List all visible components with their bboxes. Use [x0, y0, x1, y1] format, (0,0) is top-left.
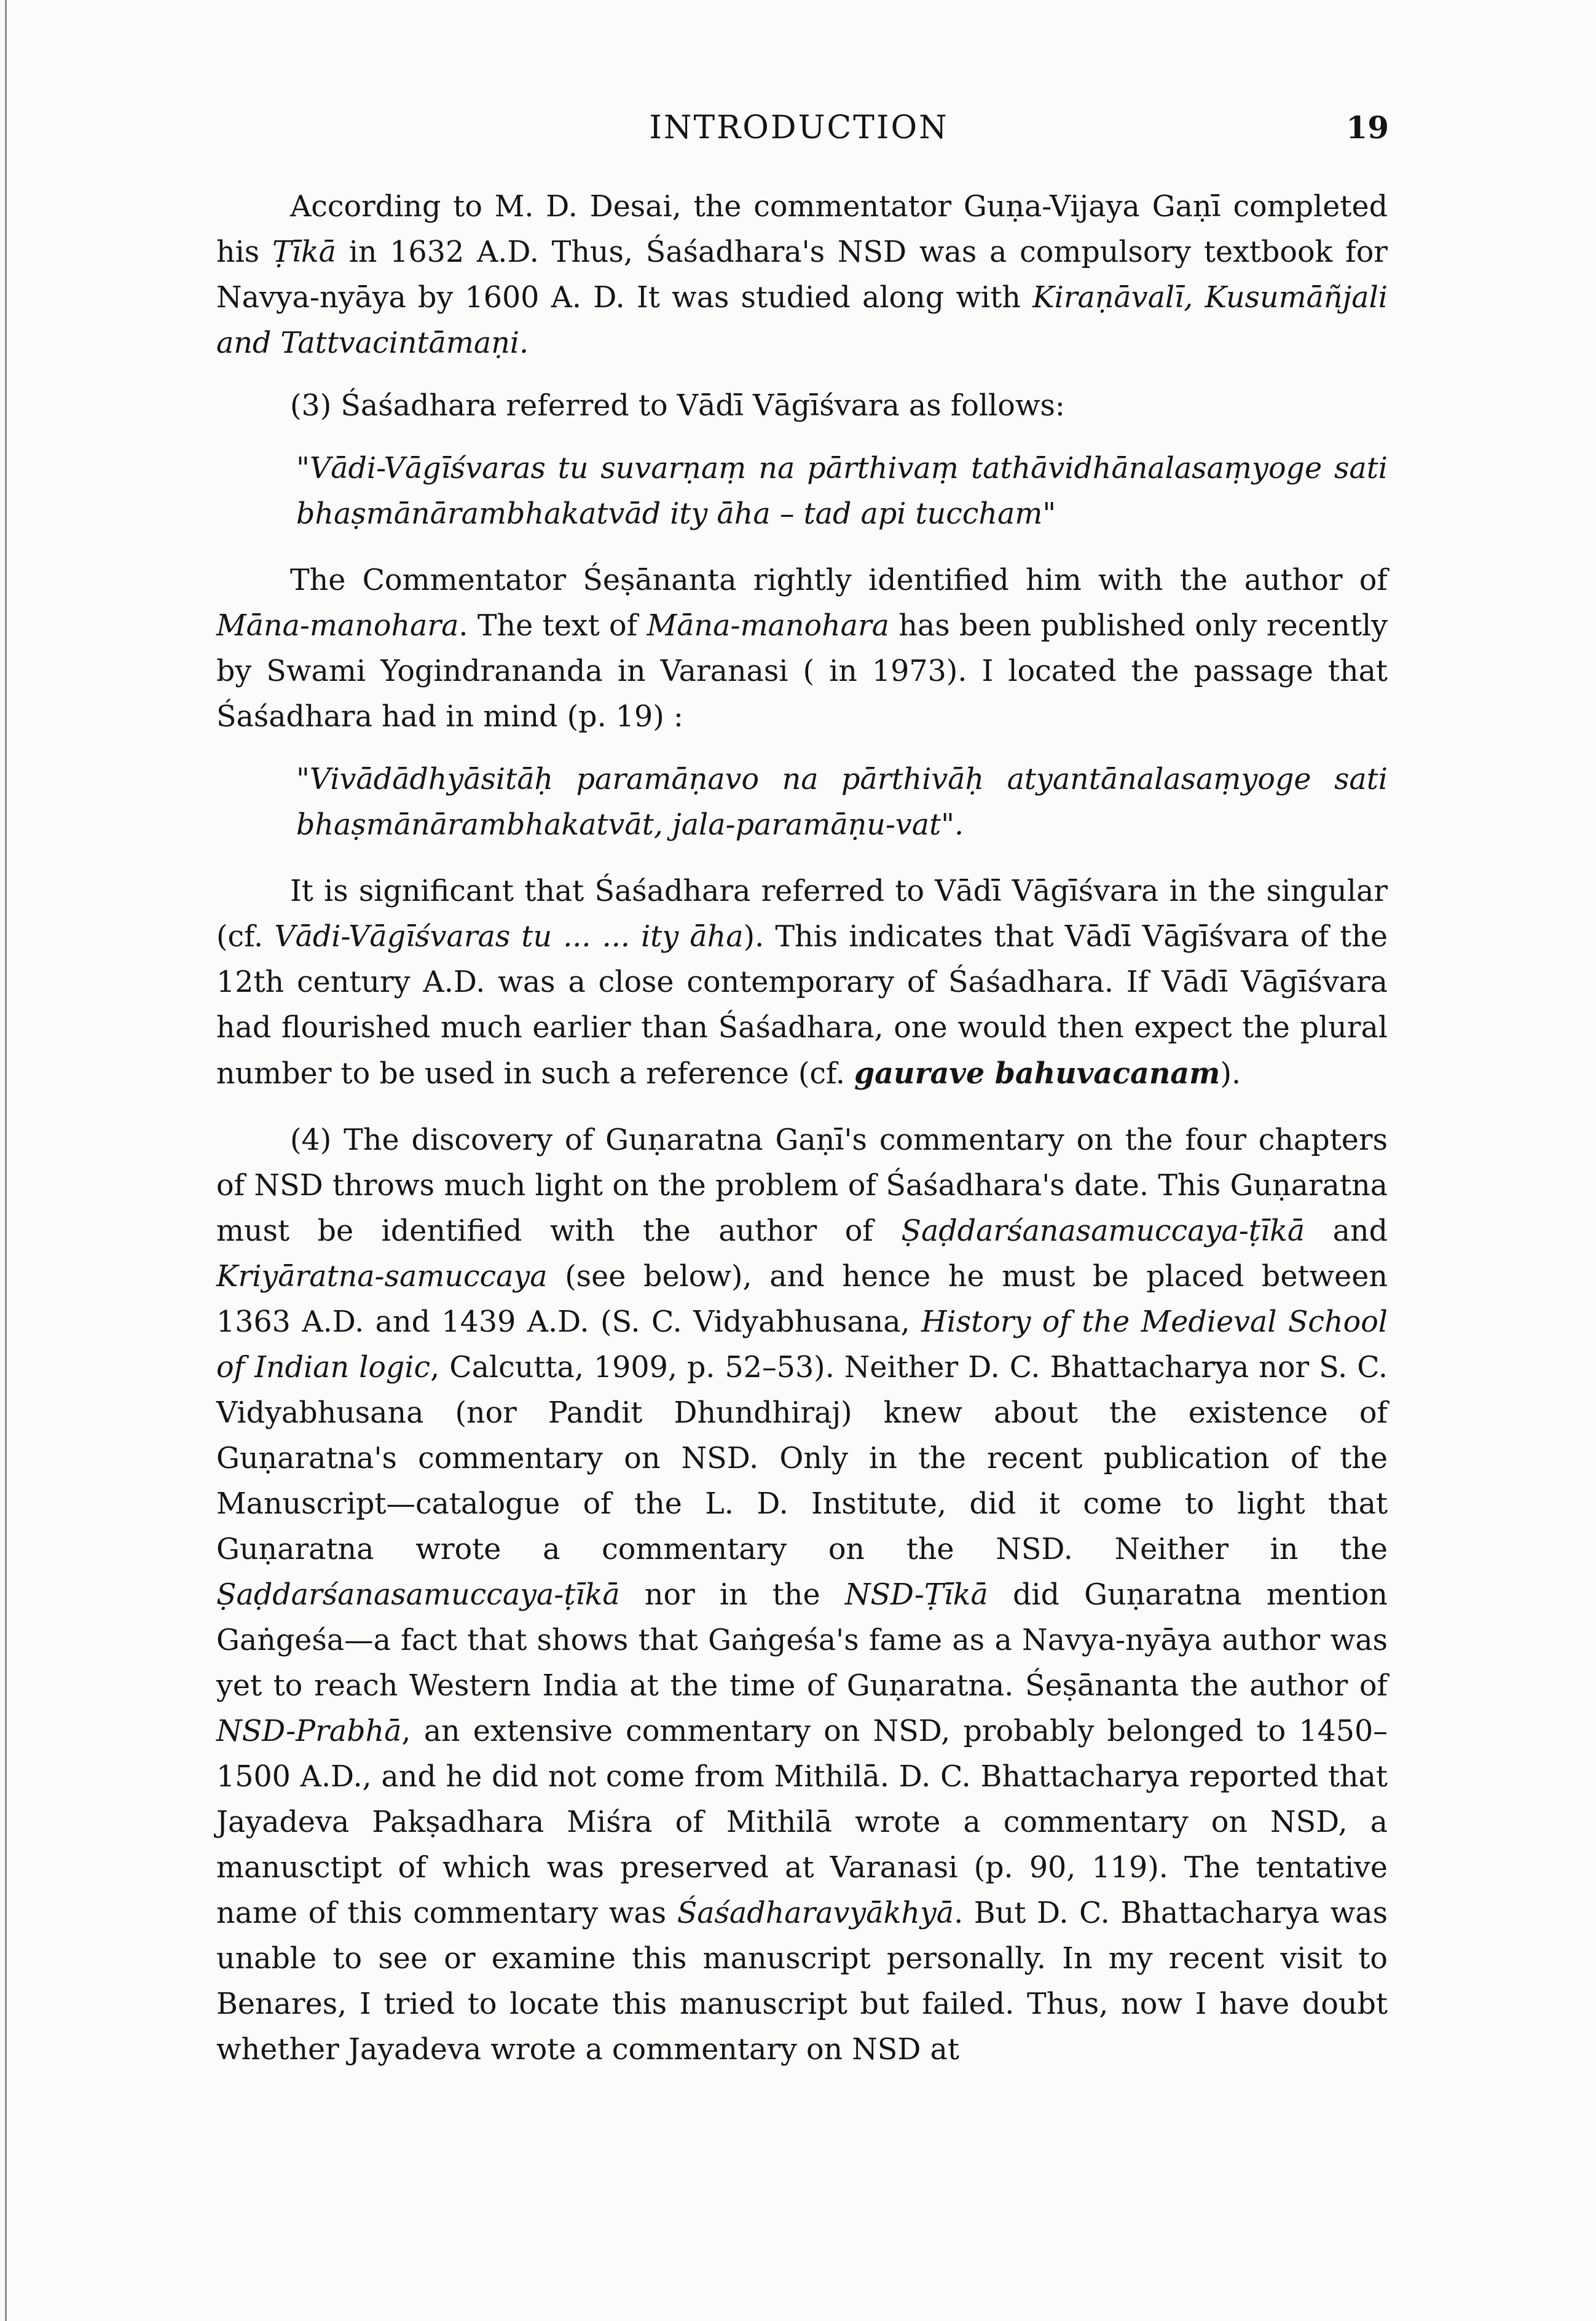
italic-term: Vādi-Vāgīśvaras tu ... ... ity āha: [274, 920, 744, 954]
italic-term: History of the Medieval School of Indian logic: [216, 1305, 1388, 1384]
text-run: did Guṇaratna mention Gaṅgeśa—a fact that shows that Gaṅgeśa's fame as a Navya-nyāya author was yet to reach Western India at the time of Guṇaratna. Śeṣānanta the author of: [216, 1578, 1388, 1703]
text-run: (4) The discovery of Guṇaratna Gaṇī's commentary on the four chapters of NSD throws much light on the problem of Śaśadhara's date. This Guṇaratna must be identified with the author of: [216, 1123, 1388, 1248]
text-run: in 1632 A.D. Thus, Śaśadhara's NSD was a compulsory textbook for Navya-nyāya by 1600 A. D. It was studied along with: [216, 235, 1388, 315]
running-head: INTRODUCTION: [649, 109, 949, 146]
text-run: , an extensive commentary on NSD, probably belonged to 1450–1500 A.D., and he did not come from Mithilā. D. C. Bhattacharya reported that Jayadeva Pakṣadhara Miśra of Mithilā wrote a commentary on NSD, a manusctipt of which was preserved at Varanasi (p. 90, 119). The tentative name of this commentary was: [216, 1714, 1388, 1930]
text-run: nor in the: [619, 1578, 845, 1612]
paragraph-singular: [216, 869, 1388, 1097]
page-edge-line: [5, 0, 7, 2321]
text-run: (see below), and hence he must be placed between 1363 A.D. and 1439 A.D. (S. C. Vidyabhusana,: [216, 1260, 1388, 1339]
paragraph-point-4: [216, 1118, 1388, 2073]
paragraph-commentator: [216, 558, 1388, 740]
italic-term: Kiraṇāvalī, Kusumāñjali and Tattvacintāmaṇi.: [216, 281, 1388, 360]
italic-term: Māna-manohara: [216, 609, 459, 643]
italic-term: NSD-Ṭīkā: [844, 1578, 988, 1612]
italic-term: gaurave bahuvacanam: [854, 1056, 1221, 1091]
italic-term: Māna-manohara: [647, 609, 889, 643]
italic-term: Ṣaḍdarśanasamuccaya-ṭīkā: [901, 1214, 1305, 1248]
text-run: (3) Śaśadhara referred to Vādī Vāgīśvara as follows:: [290, 389, 1065, 423]
paragraph-point-3: [216, 383, 1388, 429]
text-run: According to M. D. Desai, the commentator Guṇa-Vijaya Gaṇī completed his: [216, 190, 1388, 269]
paragraph-desai: [216, 184, 1388, 366]
text-run: ).: [1220, 1057, 1241, 1091]
italic-term: Śaśadharavyākhyā: [677, 1896, 954, 1930]
body-text: [216, 184, 1388, 2090]
text-run: The Commentator Śeṣānanta rightly identified him with the author of: [290, 564, 1388, 597]
page-number: 19: [1346, 109, 1389, 146]
page-header: [209, 109, 1389, 159]
italic-term: NSD-Prabhā: [216, 1714, 402, 1748]
text-run: ). This indicates that Vādī Vāgīśvara of the 12th century A.D. was a close contemporary of Śaśadhara. If Vādī Vāgīśvara had flourished much earlier than Śaśadhara, one would then expect the plural number to be used in such a reference (cf.: [216, 920, 1388, 1091]
text-run: It is significant that Śaśadhara referred to Vādī Vāgīśvara in the singular (cf.: [216, 874, 1388, 954]
text-run: , Calcutta, 1909, p. 52–53). Neither D. C. Bhattacharya nor S. C. Vidyabhusana (nor Pandit Dhundhiraj) knew about the existence of Guṇaratna's commentary on NSD. Only in the recent publication of the Manuscript—catalogue of the L. D. Institute, did it come to light that Guṇaratna wrote a commentary on the NSD. Neither in the: [216, 1351, 1388, 1566]
quote-vivada: "Vivādādhyāsitāḥ paramāṇavo na pārthivāḥ atyantānalasaṃyoge sati bhaṣmānārambhakatvāt, jala-paramāṇu-vat".: [296, 763, 1388, 842]
italic-term: Ṣaḍdarśanasamuccaya-ṭīkā: [216, 1578, 620, 1612]
text-run: and: [1305, 1214, 1388, 1248]
quote-vadi-vagisvara: "Vādi-Vāgīśvaras tu suvarṇaṃ na pārthivaṃ tathāvidhānalasaṃyoge sati bhaṣmānārambhakatvād ity āha – tad api tuccham": [296, 452, 1388, 531]
text-run: . But D. C. Bhattacharya was unable to see or examine this manuscript personally. In my recent visit to Benares, I tried to locate this manuscript but failed. Thus, now I have doubt whether Jayadeva wrote a commentary on NSD at: [216, 1896, 1388, 2067]
text-run: . The text of: [458, 609, 647, 643]
italic-term: Ṭīkā: [272, 235, 336, 269]
italic-term: Kriyāratna-samuccaya: [216, 1260, 548, 1294]
text-run: has been published only recently by Swami Yogindrananda in Varanasi ( in 1973). I located the passage that Śaśadhara had in mind (p. 19) :: [216, 609, 1388, 734]
